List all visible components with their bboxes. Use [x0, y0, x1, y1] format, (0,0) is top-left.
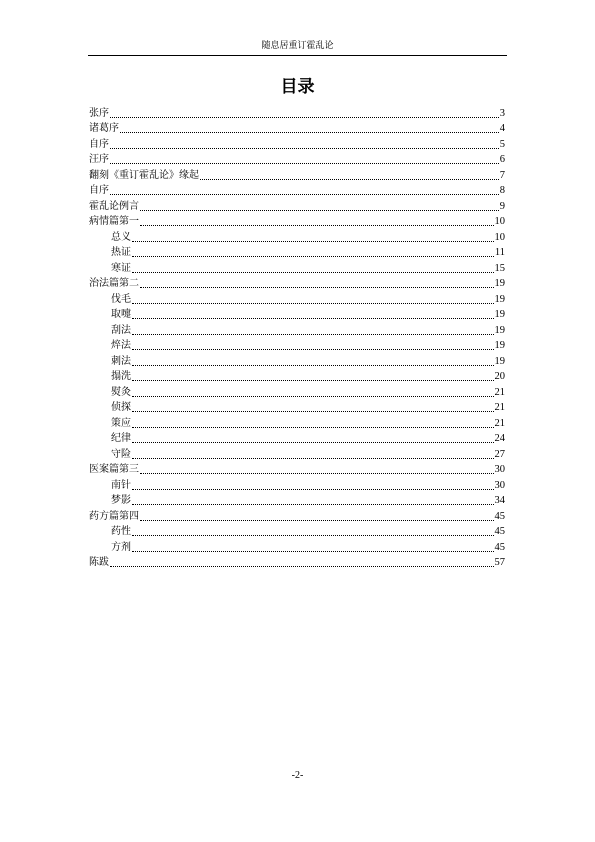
toc-entry[interactable]: [89, 306, 505, 322]
toc-entry[interactable]: [89, 104, 505, 120]
toc-entry[interactable]: [89, 290, 505, 306]
running-header: 随息居重订霍乱论: [261, 41, 334, 51]
toc-entry-label: 医案篇第三: [89, 464, 139, 475]
toc-dot-leader: [132, 333, 494, 335]
toc-entry[interactable]: [89, 523, 505, 539]
toc-entry[interactable]: [89, 228, 505, 244]
toc-entry[interactable]: [89, 430, 505, 446]
toc-entry[interactable]: [89, 492, 505, 508]
toc-dot-leader: [140, 224, 494, 226]
toc-entry[interactable]: [89, 213, 505, 229]
toc-entry-label: 伐毛: [111, 293, 131, 305]
toc-entry-page: 19: [494, 355, 505, 367]
toc-entry-page: 34: [494, 495, 505, 506]
toc-dot-leader: [132, 348, 494, 350]
toc-dot-leader: [110, 193, 499, 195]
toc-entry-page: 24: [494, 433, 505, 444]
toc-dot-leader: [132, 503, 494, 505]
toc-entry[interactable]: [89, 352, 505, 368]
toc-entry[interactable]: [89, 445, 505, 461]
toc-entry-page: 21: [494, 386, 505, 398]
toc-entry-page: 45: [494, 510, 505, 522]
toc-entry-page: 27: [494, 448, 505, 460]
toc-entry-page: 57: [494, 557, 505, 568]
toc-entry[interactable]: [89, 151, 505, 167]
toc-entry-label: 汪序: [89, 154, 109, 165]
toc-entry-page: 11: [494, 247, 505, 258]
toc-entry-label: 热证: [111, 247, 131, 258]
toc-dot-leader: [120, 131, 499, 133]
toc-dot-leader: [132, 364, 494, 366]
toc-entry-page: 45: [494, 541, 505, 553]
toc-entry-label: 策应: [111, 417, 131, 429]
toc-entry-label: 治法篇第二: [89, 278, 139, 289]
toc-entry-label: 焠法: [111, 340, 131, 351]
toc-entry[interactable]: [89, 120, 505, 136]
toc-entry-page: 19: [494, 309, 505, 320]
toc-entry[interactable]: [89, 135, 505, 151]
toc-entry[interactable]: [89, 368, 505, 384]
toc-entry-label: 方剂: [111, 541, 131, 553]
toc-entry-label: 自序: [89, 185, 109, 196]
toc-entry[interactable]: [89, 259, 505, 275]
toc-entry-label: 陈跋: [89, 557, 109, 568]
toc-dot-leader: [110, 116, 499, 118]
toc-entry[interactable]: [89, 476, 505, 492]
toc-entry-page: 3: [499, 107, 505, 119]
toc-dot-leader: [200, 178, 499, 180]
toc-dot-leader: [132, 550, 494, 552]
toc-entry[interactable]: [89, 383, 505, 399]
toc-entry-label: 搨洗: [111, 371, 131, 382]
page-number: -2-: [291, 770, 304, 781]
toc-entry-page: 21: [494, 417, 505, 429]
toc-entry[interactable]: [89, 244, 505, 260]
toc-entry[interactable]: [89, 538, 505, 554]
toc-entry-page: 30: [494, 479, 505, 491]
toc-entry[interactable]: [89, 414, 505, 430]
toc-entry[interactable]: [89, 399, 505, 415]
toc-dot-leader: [132, 379, 494, 381]
toc-dot-leader: [110, 147, 499, 149]
toc-entry-page: 6: [499, 154, 505, 165]
toc-entry-page: 21: [494, 402, 505, 413]
toc-entry[interactable]: [89, 182, 505, 198]
toc-entry-label: 刺法: [111, 355, 131, 367]
toc-entry[interactable]: [89, 554, 505, 570]
toc-entry-label: 霍乱论例言: [89, 200, 139, 212]
toc-dot-leader: [140, 209, 499, 211]
toc-entry-page: 19: [494, 293, 505, 305]
toc-entry-label: 纪律: [111, 433, 131, 444]
toc-entry-label: 梦影: [111, 495, 131, 506]
toc-entry-page: 9: [499, 200, 505, 212]
toc-dot-leader: [132, 534, 494, 536]
toc-entry-page: 4: [499, 123, 505, 134]
toc-dot-leader: [140, 519, 494, 521]
toc-dot-leader: [132, 488, 494, 490]
toc-entry-label: 总义: [111, 231, 131, 243]
toc-entry[interactable]: [89, 166, 505, 182]
toc-entry-page: 5: [499, 138, 505, 150]
toc-entry[interactable]: [89, 507, 505, 523]
toc-dot-leader: [132, 240, 494, 242]
toc-dot-leader: [132, 410, 494, 412]
toc-entry-page: 20: [494, 371, 505, 382]
toc-entry-label: 刮法: [111, 324, 131, 336]
toc-entry-page: 19: [494, 340, 505, 351]
toc-dot-leader: [132, 302, 494, 304]
toc-entry-page: 45: [494, 526, 505, 537]
toc-dot-leader: [140, 286, 494, 288]
toc-entry-page: 30: [494, 464, 505, 475]
toc-entry-label: 诸葛序: [89, 123, 119, 134]
toc-entry-page: 10: [494, 231, 505, 243]
toc-dot-leader: [132, 317, 494, 319]
toc-entry-page: 10: [494, 216, 505, 227]
toc-title: 目录: [280, 77, 315, 97]
toc-dot-leader: [132, 395, 494, 397]
toc-entry-label: 守险: [111, 448, 131, 460]
toc-entry[interactable]: [89, 275, 505, 291]
toc-dot-leader: [132, 457, 494, 459]
toc-entry-label: 翻刻《重订霍乱论》缘起: [89, 169, 199, 181]
toc-dot-leader: [140, 472, 494, 474]
toc-entry-label: 取嚏: [111, 309, 131, 320]
toc-entry-label: 侦探: [111, 402, 131, 413]
toc-dot-leader: [132, 426, 494, 428]
toc-dot-leader: [110, 162, 499, 164]
toc-entry-page: 8: [499, 185, 505, 196]
header-rule: [88, 55, 507, 56]
toc-entry-page: 7: [499, 169, 505, 181]
toc-entry[interactable]: [89, 197, 505, 213]
toc-dot-leader: [132, 441, 494, 443]
toc-entry-label: 南针: [111, 479, 131, 491]
toc-entry-label: 张序: [89, 107, 109, 119]
toc-entry-label: 自序: [89, 138, 109, 150]
toc-dot-leader: [110, 565, 494, 567]
toc-entry-page: 15: [494, 262, 505, 274]
toc-entry-label: 药性: [111, 526, 131, 537]
toc-list: [89, 104, 505, 569]
toc-entry-label: 药方篇第四: [89, 510, 139, 522]
toc-entry[interactable]: [89, 321, 505, 337]
toc-entry-label: 熨灸: [111, 386, 131, 398]
toc-entry-label: 病情篇第一: [89, 216, 139, 227]
toc-entry[interactable]: [89, 337, 505, 353]
toc-entry-label: 寒证: [111, 262, 131, 274]
toc-entry[interactable]: [89, 461, 505, 477]
toc-entry-page: 19: [494, 324, 505, 336]
toc-dot-leader: [132, 255, 494, 257]
toc-dot-leader: [132, 271, 494, 273]
toc-entry-page: 19: [494, 278, 505, 289]
